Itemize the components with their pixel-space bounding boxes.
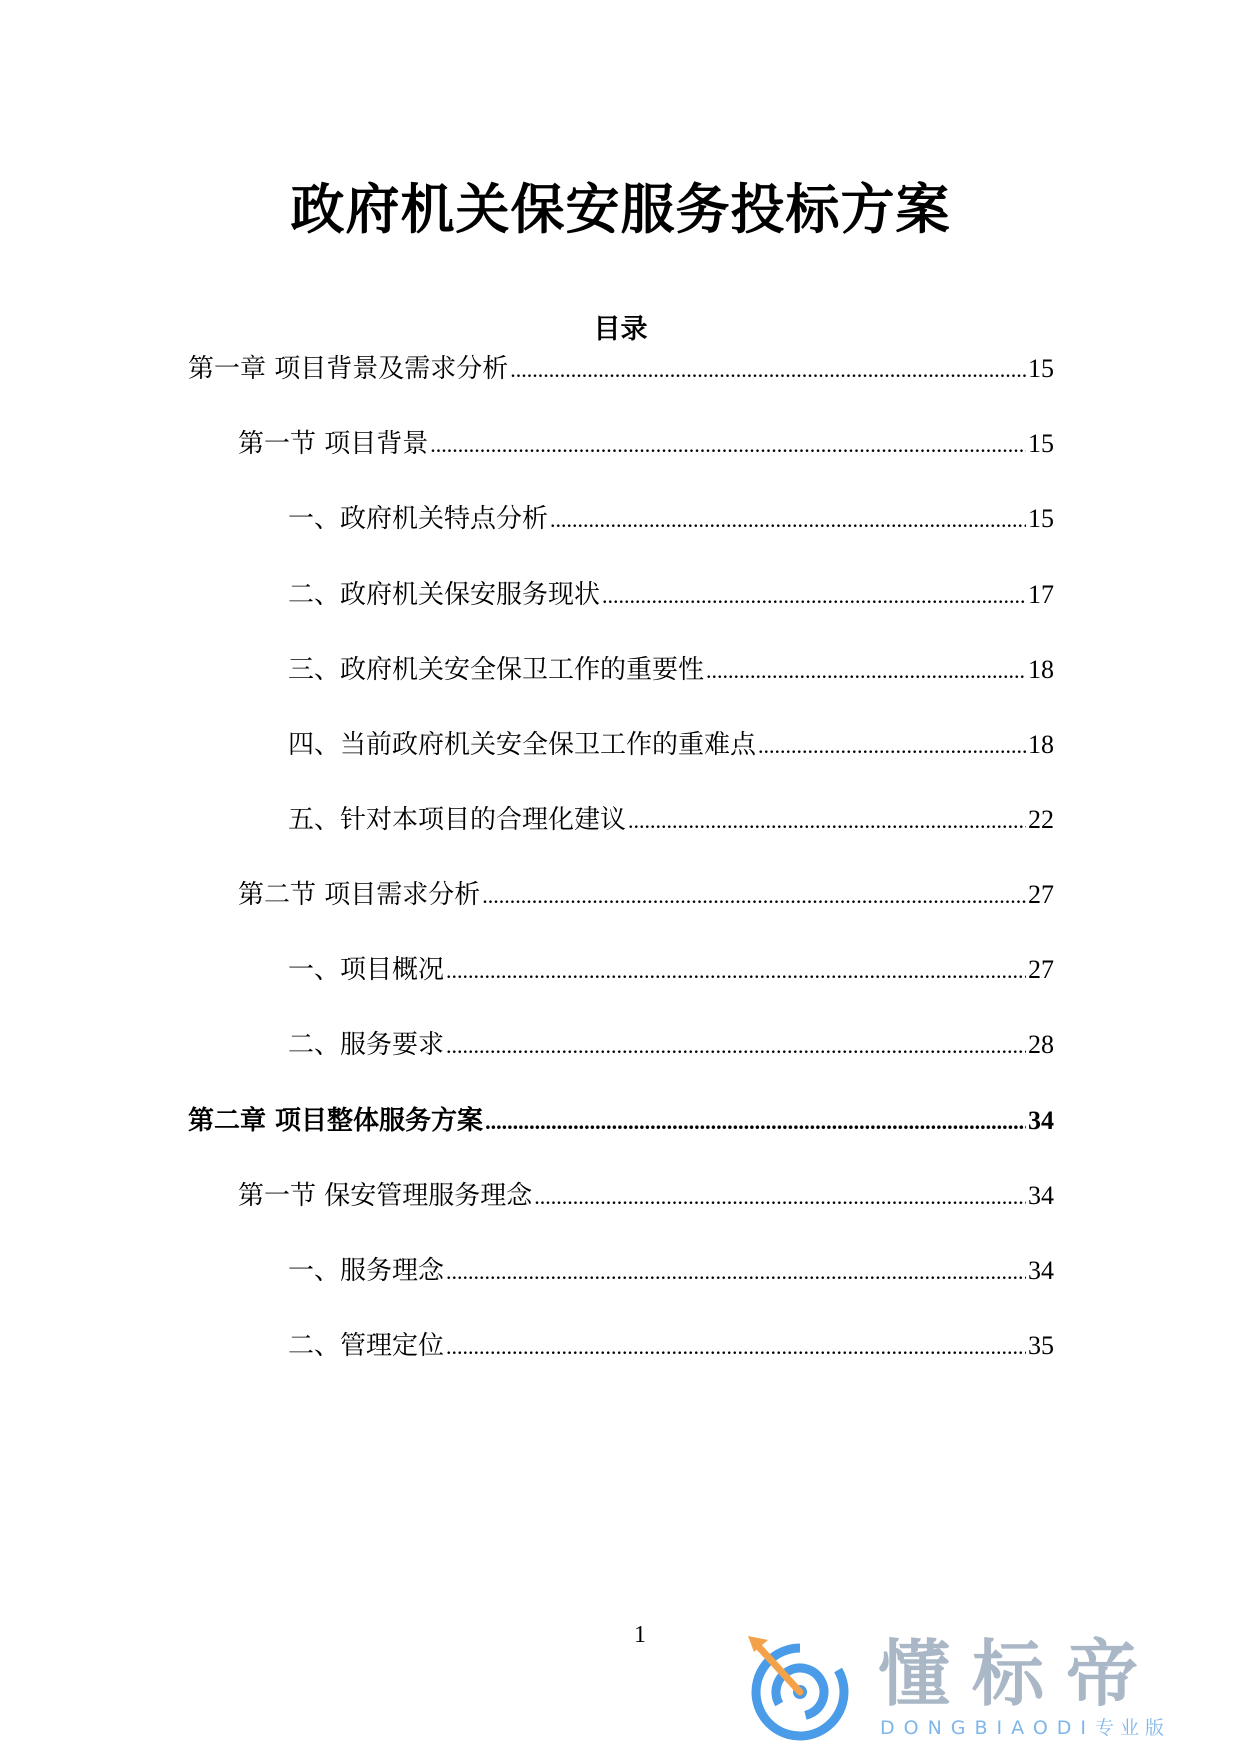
toc-entry-section[interactable] — [238, 875, 1054, 915]
watermark-brand: 懂标帝 — [878, 1632, 1161, 1716]
toc-page-number: 15 — [1028, 354, 1054, 383]
toc-entry-subsection[interactable] — [288, 650, 1054, 690]
toc-entry-text: 一、政府机关特点分析 — [288, 504, 549, 534]
toc-entry-section[interactable] — [238, 1176, 1054, 1216]
toc-page-number: 34 — [1028, 1256, 1054, 1285]
toc-entry-text: 四、当前政府机关安全保卫工作的重难点 — [288, 730, 757, 760]
watermark-latin: DONGBIAODI — [880, 1717, 1096, 1739]
watermark-edition: 专业版 — [1095, 1717, 1171, 1739]
toc-entry-section[interactable] — [238, 424, 1054, 464]
toc-entry-subsection[interactable] — [288, 950, 1054, 990]
toc-page-number: 34 — [1028, 1106, 1054, 1135]
toc-dot-leader — [446, 951, 1026, 991]
watermark-subtitle — [880, 1716, 1170, 1740]
toc-entry-text: 一、服务理念 — [288, 1256, 445, 1286]
toc-page-number: 34 — [1028, 1181, 1054, 1210]
toc-dot-leader — [430, 425, 1026, 465]
toc-page-number: 27 — [1028, 955, 1054, 984]
toc-dot-leader — [706, 651, 1026, 691]
toc-entry-chapter[interactable] — [188, 349, 1054, 389]
toc-dot-leader — [628, 801, 1026, 841]
toc-page-number: 18 — [1028, 655, 1054, 684]
toc-dot-leader — [534, 1177, 1026, 1217]
toc-entry-subsection[interactable] — [288, 725, 1054, 765]
toc-dot-leader — [446, 1327, 1026, 1367]
toc-entry-text: 第一节 保安管理服务理念 — [238, 1181, 533, 1211]
toc-entry-text: 二、管理定位 — [288, 1331, 445, 1361]
toc-entry-subsection[interactable] — [288, 1025, 1054, 1065]
toc-dot-leader — [758, 726, 1026, 766]
toc-entry-text: 一、项目概况 — [288, 955, 445, 985]
toc-page-number: 27 — [1028, 880, 1054, 909]
toc-entry-subsection[interactable] — [288, 800, 1054, 840]
page-number: 1 — [634, 1622, 646, 1648]
toc-page-number: 18 — [1028, 730, 1054, 759]
toc-entry-subsection[interactable] — [288, 1326, 1054, 1366]
toc-entry-text: 五、针对本项目的合理化建议 — [288, 805, 627, 835]
target-logo-icon — [740, 1630, 855, 1745]
toc-entry-text: 二、服务要求 — [288, 1030, 445, 1060]
toc-page-number: 15 — [1028, 429, 1054, 458]
toc-entry-text: 二、政府机关保安服务现状 — [288, 580, 601, 610]
toc-entry-text: 三、政府机关安全保卫工作的重要性 — [288, 655, 705, 685]
toc-page-number: 15 — [1028, 504, 1054, 533]
toc-page-number: 35 — [1028, 1331, 1054, 1360]
toc-entry-text: 第一节 项目背景 — [238, 429, 429, 459]
toc-entry-text: 第二节 项目需求分析 — [238, 880, 481, 910]
toc-dot-leader — [602, 576, 1026, 616]
toc-entry-text: 第二章 项目整体服务方案 — [188, 1106, 484, 1136]
toc-entry-subsection[interactable] — [288, 1251, 1054, 1291]
toc-entry-text: 第一章 项目背景及需求分析 — [188, 354, 509, 384]
toc-entry-subsection[interactable] — [288, 499, 1054, 539]
toc-entry-subsection[interactable] — [288, 575, 1054, 615]
toc-entry-chapter[interactable] — [188, 1101, 1054, 1141]
watermark — [740, 1630, 1220, 1745]
toc-page-number: 22 — [1028, 805, 1054, 834]
toc-dot-leader — [485, 1102, 1026, 1142]
document-title: 政府机关保安服务投标方案 — [290, 178, 951, 241]
toc-heading: 目录 — [593, 314, 648, 345]
toc-dot-leader — [550, 500, 1026, 540]
toc-page-number: 17 — [1028, 580, 1054, 609]
toc-dot-leader — [446, 1252, 1026, 1292]
toc-page-number: 28 — [1028, 1030, 1054, 1059]
toc-dot-leader — [482, 876, 1026, 916]
toc-dot-leader — [446, 1026, 1026, 1066]
toc-dot-leader — [510, 350, 1026, 390]
